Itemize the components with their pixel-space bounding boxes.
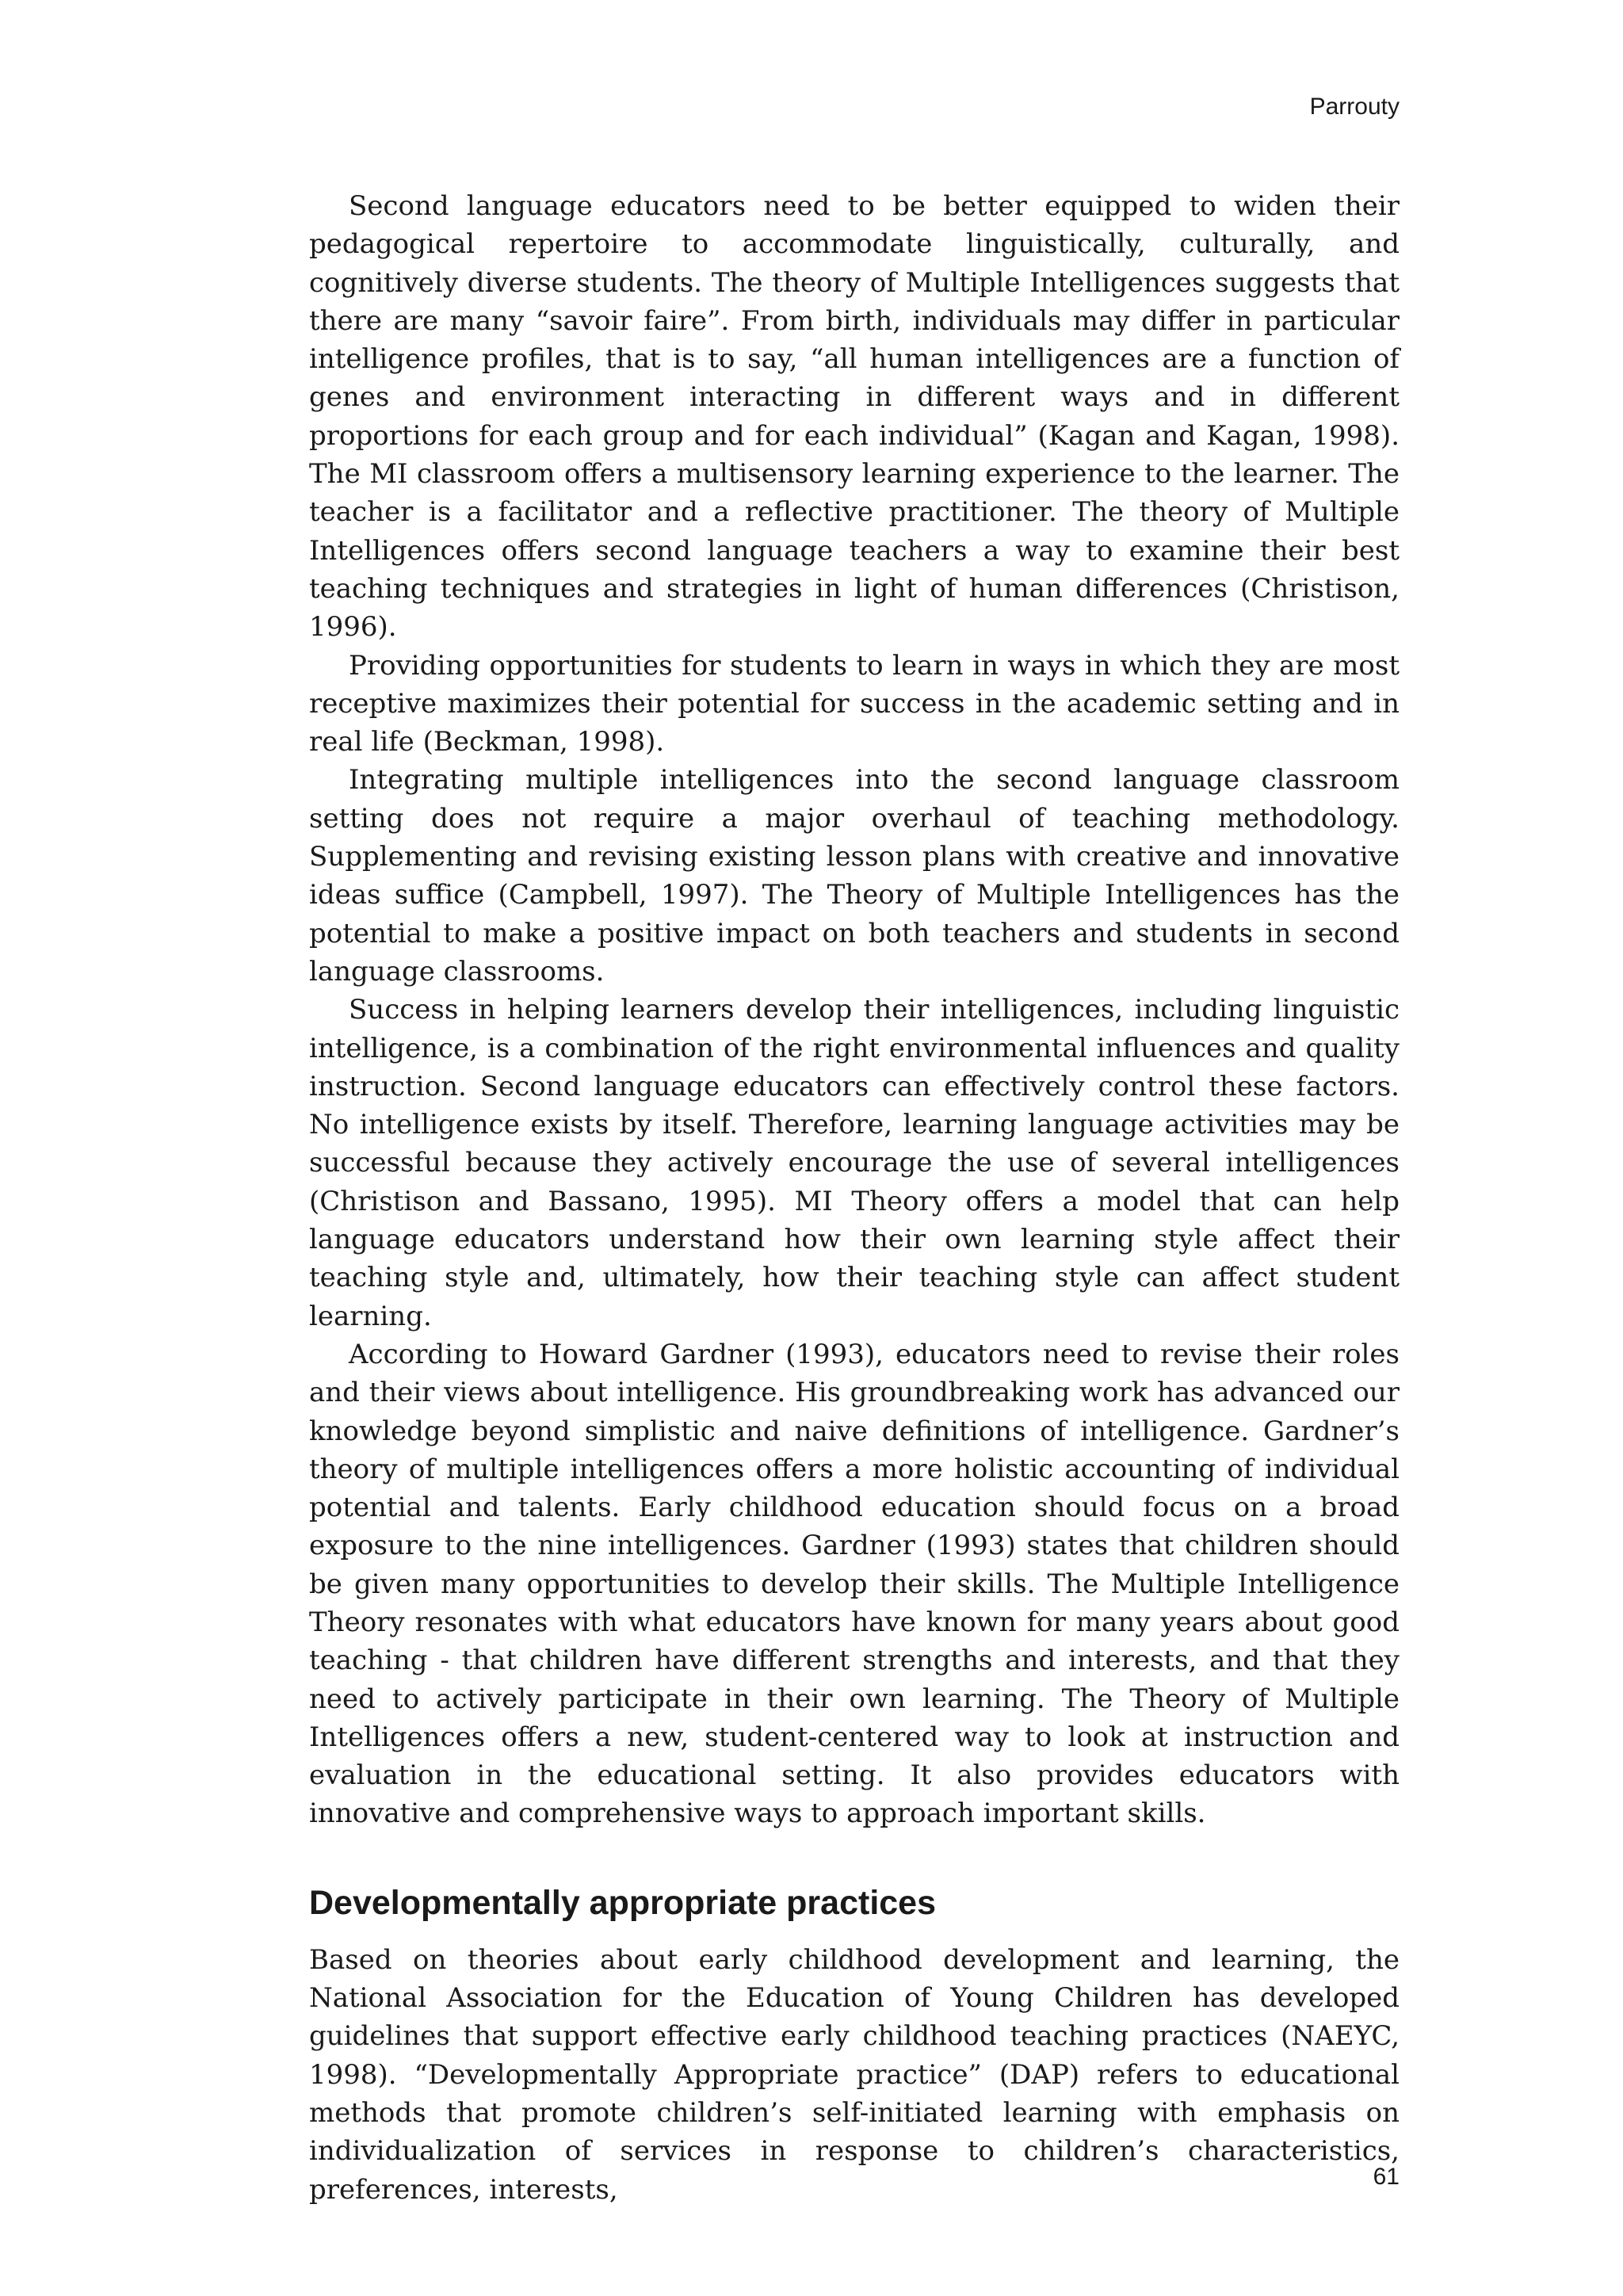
paragraph: According to Howard Gardner (1993), educators need to revise their roles and their views about intelligence. His groundbreaking work has advanced our knowledge beyond simplistic and naive definitions of intelligence. Gardner’s theory of multiple intelligences offers a more holistic accounting of individual potential and talents. Early childhood education should focus on a broad exposure to the nine intelligences. Gardner (1993) states that children should be given many opportunities to develop their skills. The Multiple Intelligence Theory resonates with what educators have known for many years about good teaching - that children have different strengths and interests, and that they need to actively participate in their own learning. The Theory of Multiple Intelligences offers a new, student-centered way to look at instruction and evaluation in the educational setting. It also provides educators with innovative and comprehensive ways to approach important skills.	[309, 1338, 1400, 1830]
section-heading: Developmentally appropriate practices	[309, 1883, 937, 1922]
page-number: 61	[1373, 2164, 1400, 2190]
body-text	[309, 187, 1400, 2209]
paragraph: Providing opportunities for students to learn in ways in which they are most receptive maximizes their potential for success in the academic setting and in real life (Beckman, 1998).	[309, 649, 1400, 758]
section-paragraph: Based on theories about early childhood development and learning, the National Association for the Education of Young Children has developed guidelines that support effective early childhood teaching practices (NAEYC, 1998). “Developmentally Appropriate practice” (DAP) refers to educational methods that promote children’s self-initiated learning with emphasis on individualization of services in response to children’s characteristics, preferences, interests,	[309, 1943, 1400, 2206]
running-head: Parrouty	[1309, 94, 1400, 120]
paragraph: Success in helping learners develop their intelligences, including linguistic intelligence, is a combination of the right environmental influences and quality instruction. Second language educators can effectively control these factors. No intelligence exists by itself. Therefore, learning language activities may be successful because they actively encourage the use of several intelligences (Christison and Bassano, 1995). MI Theory offers a model that can help language educators understand how their own learning style affect their teaching style and, ultimately, how their teaching style can affect student learning.	[309, 994, 1400, 1332]
paragraph: Second language educators need to be better equipped to widen their pedagogical repertoire to accommodate linguistically, culturally, and cognitively diverse students. The theory of Multiple Intelligences suggests that there are many “savoir faire”. From birth, individuals may differ in particular intelligence profiles, that is to say, “all human intelligences are a function of genes and environment interacting in different ways and in different proportions for each group and for each individual” (Kagan and Kagan, 1998). The MI classroom offers a multisensory learning experience to the learner. The teacher is a facilitator and a reflective practitioner. The theory of Multiple Intelligences offers second language teachers a way to examine their best teaching techniques and strategies in light of human differences (Christison, 1996).	[309, 190, 1400, 644]
paragraph: Integrating multiple intelligences into the second language classroom setting does not require a major overhaul of teaching methodology. Supplementing and revising existing lesson plans with creative and innovative ideas suffice (Campbell, 1997). The Theory of Multiple Intelligences has the potential to make a positive impact on both teachers and students in second language classrooms.	[309, 764, 1400, 988]
